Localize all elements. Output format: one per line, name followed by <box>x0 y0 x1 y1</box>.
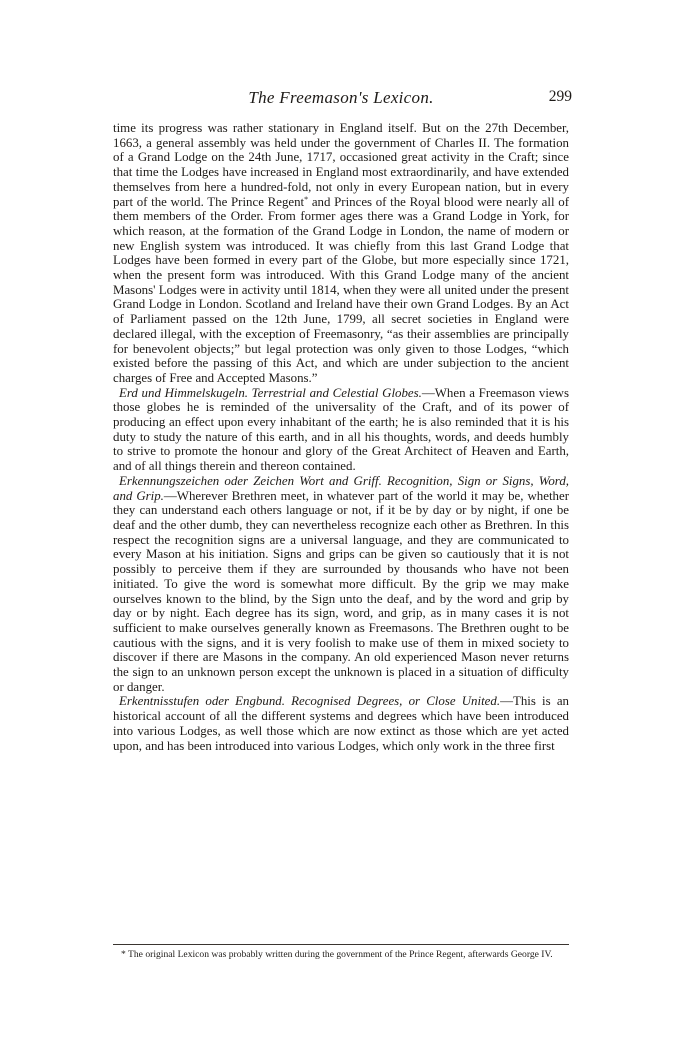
footnote-text: The original Lexicon was probably written during the government of the Prince Regent, afterwards George IV. <box>125 949 553 960</box>
entry-text: —When a Freemason views those globes he is reminded of the universality of the Craft, and of its power of producing an effect upon every inhabitant of the earth; he is also reminded that it is his duty to study the nature of this earth, and in all his thoughts, words, and deeds humbly to strive to promote the honour and glory of the Great Architect of Heaven and Earth, and of all things therein and thereon contained. <box>113 385 569 474</box>
footnote-rule <box>113 944 569 945</box>
entry-term: Erd und Himmelskugeln. Terrestrial and Celestial Globes. <box>119 385 422 400</box>
footnote-reference: * <box>304 194 309 204</box>
paragraph-text: and Princes of the Royal blood were nearly all of them members of the Order. From former ages there was a Grand Lodge in York, for which reason, at the formation of the Grand Lodge in London, the name of modern or new English system was introduced. It was chiefly from this last Grand Lodge that Lodges have been formed in every part of the Globe, but more especially since 1721, when the present form was introduced. With this Grand Lodge many of the ancient Masons' Lodges were in activity until 1814, when they were all united under the present Grand Lodge in London. Scotland and Ireland have their own Grand Lodges. By an Act of Parliament passed on the 12th June, 1799, all secret societies in England were declared illegal, with the exception of Freemasonry, “as their assemblies are principally for benevolent objects;” but legal protection was only given to those Lodges, “which existed before the passing of this Act, and which are under subjection to the ancient charges of Free and Accepted Masons.” <box>113 194 569 385</box>
entry-term: Erkentnisstufen oder Engbund. Recognised Degrees, or Close United. <box>119 694 501 709</box>
body-text <box>113 121 569 753</box>
footnote-mark: * <box>121 949 126 960</box>
page-number: 299 <box>548 88 572 105</box>
paragraph-text: time its progress was rather stationary in England itself. But on the 27th December, 1663, a general assembly was held under the government of Charles II. The formation of a Grand Lodge on the 24th June, 1717, occasioned great activity in the Craft; since that time the Lodges have increased in England most extraordinarily, and have extended themselves from here a hundred-fold, not only in every European nation, but in every part of the world. The Prince Regent <box>113 121 569 209</box>
entry-term: Erkennungszeichen oder Zeichen Wort and Griff. Recognition, Sign or Signs, Word, and Grip. <box>113 473 569 503</box>
entry-text: —This is an historical account of all the different systems and degrees which have been introduced into various Lodges, as well those which are now extinct as those which are yet acted upon, and has been introduced into various Lodges, which only work in the three first <box>113 694 569 753</box>
running-title: The Freemason's Lexicon. <box>248 88 434 107</box>
entry-recognition <box>113 474 569 695</box>
entry-recognised-degrees <box>113 694 569 753</box>
entry-globes <box>113 386 569 474</box>
entry-text: —Wherever Brethren meet, in whatever part of the world it may be, whether they can understand each others language or not, if it be by day or by night, if one be deaf and the other dumb, they can nevertheless recognize each other as Brethren. In this respect the recognition signs are a universal language, and they are communicated to every Mason at his initiation. Signs and grips can be given so cautiously that it is not possibly to perceive them if they are surrounded by thousands who have not been initiated. To give the word is somewhat more difficult. By the grip we may make ourselves known to the blind, by the Sign unto the deaf, and by the word and grip by day or by night. Each degree has its sign, word, and grip, as in many cases it is not sufficient to make ourselves generally known as Freemasons. The Brethren ought to be cautious with the signs, and it is very foolish to make use of them in mixed society to discover if there are Masons in the company. An old experienced Mason never returns the sign to an unknown person except the unknown is placed in a situation of difficulty or danger. <box>113 488 569 694</box>
paragraph-origins <box>113 121 569 386</box>
page-header <box>110 88 572 108</box>
footnote <box>113 949 569 960</box>
